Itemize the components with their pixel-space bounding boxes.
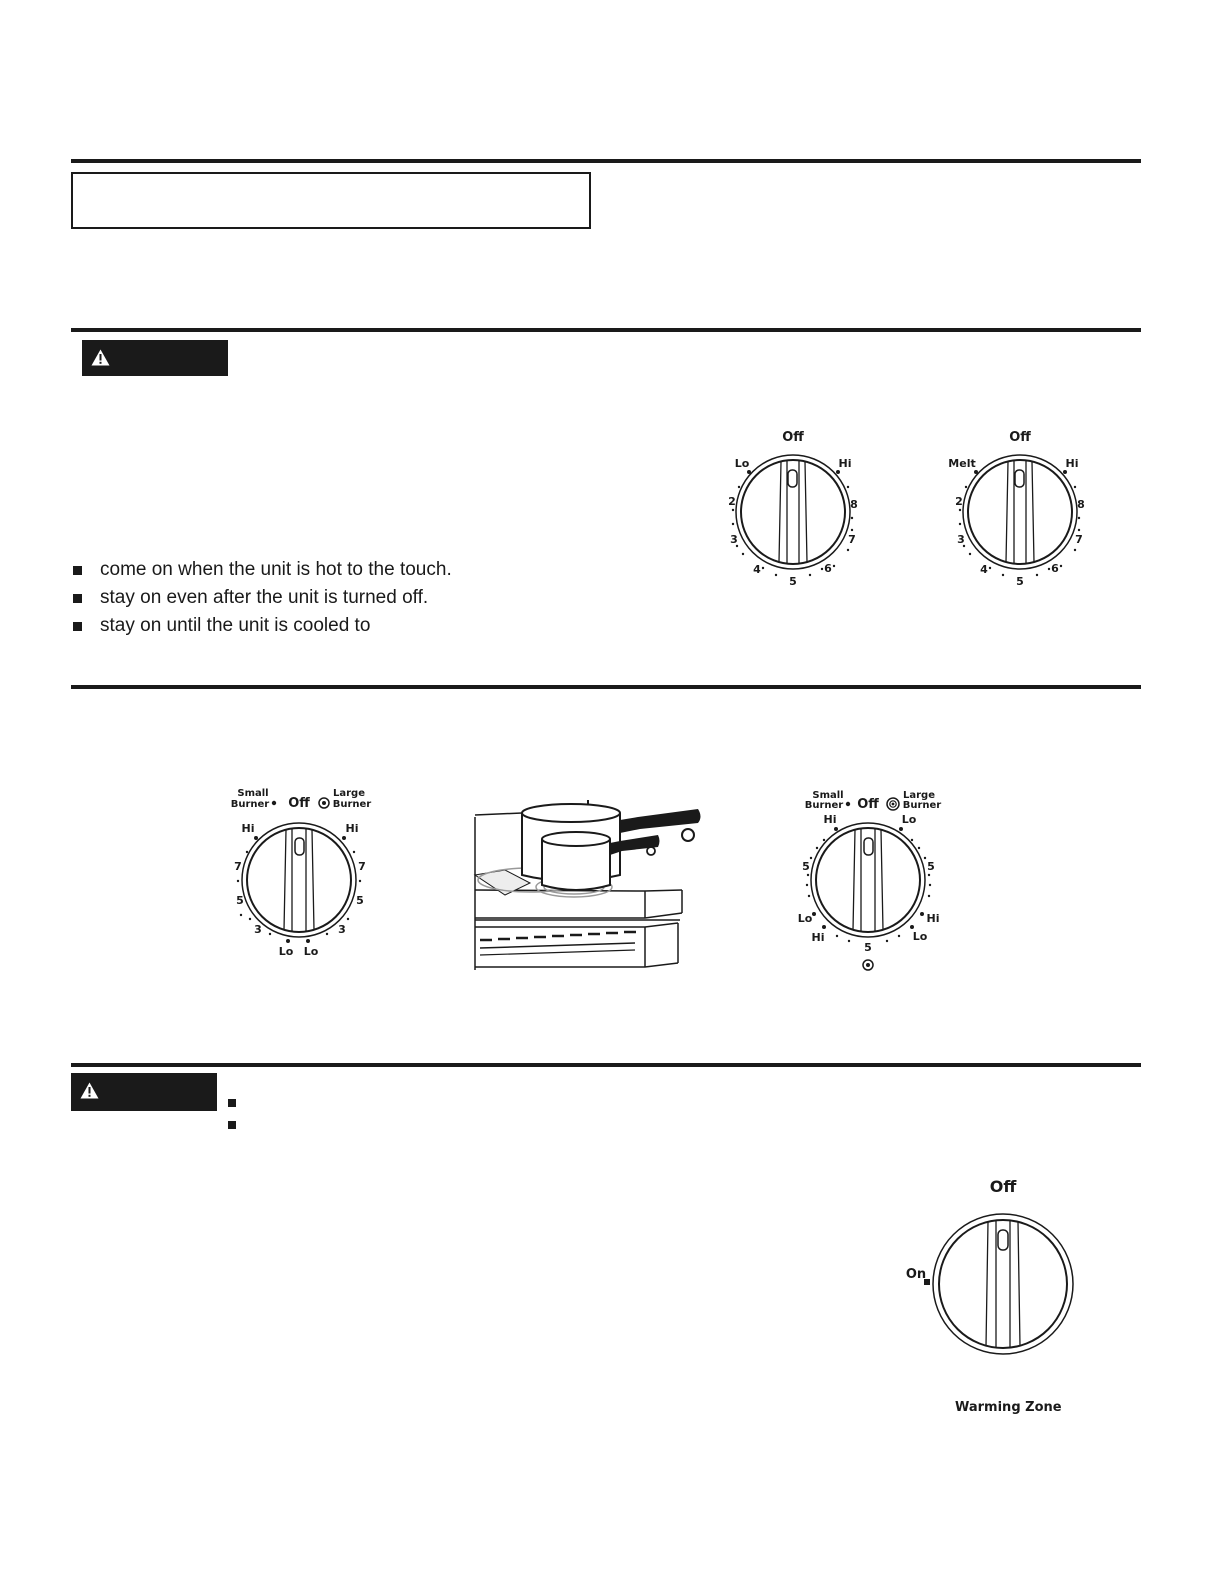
knob-label-4: 4 xyxy=(980,563,988,576)
knob-label-8: 8 xyxy=(1077,498,1085,511)
knob-label-2: 2 xyxy=(955,495,963,508)
knob-label-hi: Hi xyxy=(823,813,837,826)
knob-label-off: Off xyxy=(857,797,879,812)
list-item: come on when the unit is hot to the touch. xyxy=(71,558,452,586)
large-burner-label: Large xyxy=(333,788,365,799)
knob-label-5: 5 xyxy=(802,860,810,873)
single-element-knob-1 xyxy=(715,420,875,595)
knob-label-off: Off xyxy=(1009,430,1031,445)
square-bullet-icon xyxy=(73,594,82,603)
knob-label-off: Off xyxy=(782,430,804,445)
knob-label-7: 7 xyxy=(358,860,366,873)
warning-badge xyxy=(71,1073,217,1111)
knob-label-on: On xyxy=(905,1267,927,1282)
knob-label-5: 5 xyxy=(356,894,364,907)
knob-label-6: 6 xyxy=(1051,562,1059,575)
dual-element-knob-2 xyxy=(790,780,955,975)
square-bullet-icon xyxy=(73,622,82,631)
small-burner-label: Burner xyxy=(230,799,270,810)
knob-label-5: 5 xyxy=(1016,575,1024,588)
knob-label-hi: Hi xyxy=(345,822,359,835)
list-item: stay on even after the unit is turned off. xyxy=(71,586,452,614)
large-burner-label: Burner xyxy=(902,800,942,811)
warning-triangle-icon xyxy=(91,349,110,366)
knob-label-3: 3 xyxy=(957,533,965,546)
warming-zone-knob xyxy=(900,1170,1090,1365)
knob-label-hi: Hi xyxy=(926,912,940,925)
knob-label-2: 2 xyxy=(728,495,736,508)
knob-label-3: 3 xyxy=(254,923,262,936)
section-rule-2 xyxy=(71,328,1141,332)
section-rule-4 xyxy=(71,1063,1141,1067)
section-title-box xyxy=(71,172,591,229)
knob-label-lo: Lo xyxy=(278,945,294,958)
single-element-knob-2 xyxy=(942,420,1102,595)
dual-element-knob-1 xyxy=(220,780,380,965)
knob-label-7: 7 xyxy=(848,533,856,546)
knob-label-5: 5 xyxy=(236,894,244,907)
knob-label-5: 5 xyxy=(789,575,797,588)
warming-zone-caption: Warming Zone xyxy=(955,1400,1062,1415)
knob-label-7: 7 xyxy=(1075,533,1083,546)
warning-triangle-icon xyxy=(80,1082,99,1099)
small-burner-label: Small xyxy=(237,788,269,799)
square-bullet-icon xyxy=(73,566,82,575)
knob-label-off: Off xyxy=(288,796,310,811)
knob-label-lo: Lo xyxy=(901,813,917,826)
knob-label-off: Off xyxy=(989,1177,1017,1196)
section-rule-1 xyxy=(71,159,1141,163)
warning-badge xyxy=(82,340,228,376)
small-burner-label: Burner xyxy=(804,800,844,811)
knob-label-hi: Hi xyxy=(1065,457,1079,470)
knob-label-hi: Hi xyxy=(838,457,852,470)
knob-label-lo: Lo xyxy=(734,457,750,470)
knob-label-5: 5 xyxy=(927,860,935,873)
knob-label-lo: Lo xyxy=(912,930,928,943)
hot-surface-indicator-list xyxy=(71,558,452,642)
square-bullet-icon xyxy=(228,1121,236,1129)
knob-label-lo: Lo xyxy=(303,945,319,958)
large-burner-label: Large xyxy=(903,790,935,801)
square-bullet-icon xyxy=(228,1099,236,1107)
knob-label-melt: Melt xyxy=(948,457,976,470)
knob-label-7: 7 xyxy=(234,860,242,873)
knob-label-3: 3 xyxy=(338,923,346,936)
knob-label-8: 8 xyxy=(850,498,858,511)
knob-label-6: 6 xyxy=(824,562,832,575)
large-burner-label: Burner xyxy=(332,799,372,810)
knob-label-3: 3 xyxy=(730,533,738,546)
small-burner-label: Small xyxy=(812,790,844,801)
list-item: stay on until the unit is cooled to xyxy=(71,614,452,642)
knob-label-hi: Hi xyxy=(241,822,255,835)
section-rule-3 xyxy=(71,685,1141,689)
cooktop-illustration xyxy=(470,795,705,975)
knob-label-lo: Lo xyxy=(797,912,813,925)
knob-label-hi: Hi xyxy=(811,931,825,944)
knob-label-5: 5 xyxy=(864,941,872,954)
knob-label-4: 4 xyxy=(753,563,761,576)
